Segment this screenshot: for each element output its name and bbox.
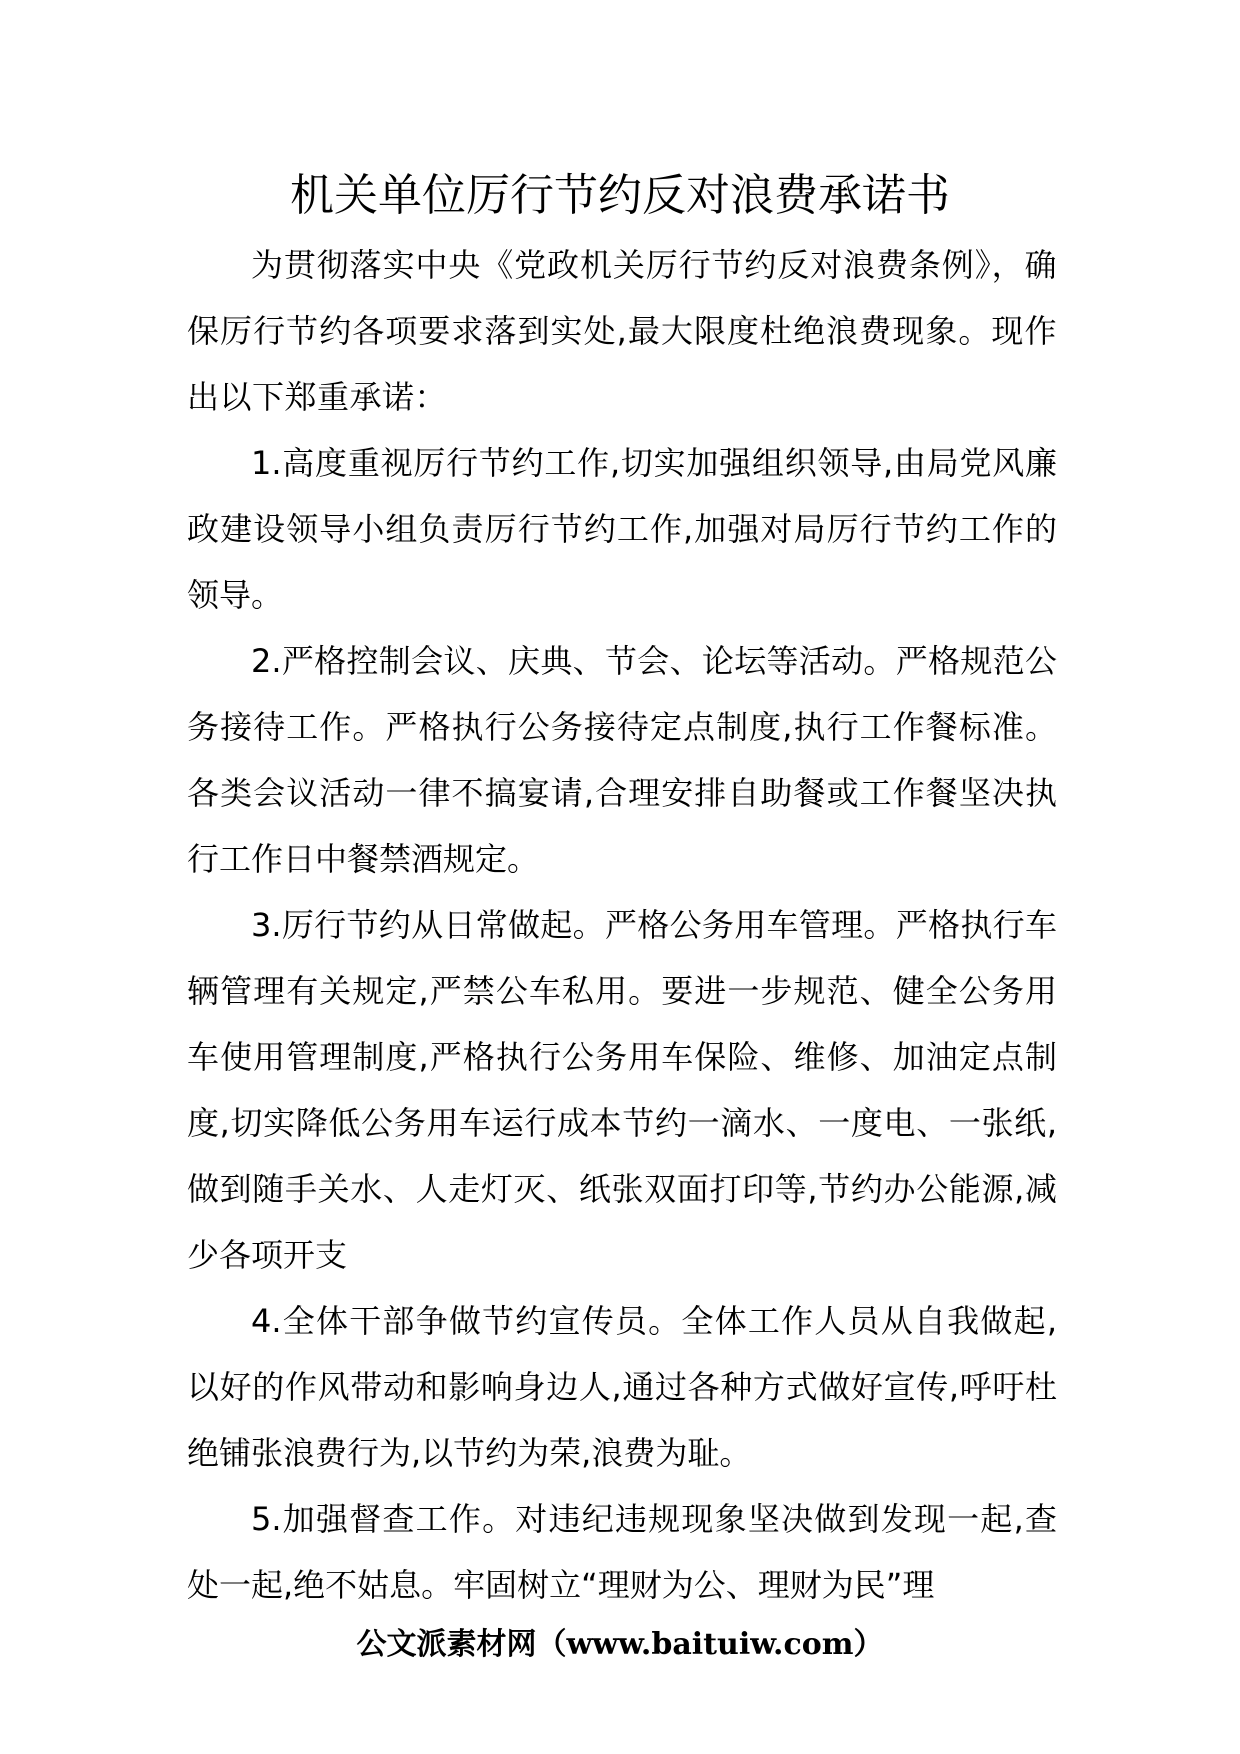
paragraph-item-1: 1.高度重视厉行节约工作,切实加强组织领导,由局党风廉政建设领导小组负责厉行节约工作,加强对局厉行节约工作的领导。 <box>187 444 1057 614</box>
paragraph-item-2: 2.严格控制会议、庆典、节会、论坛等活动。严格规范公务接待工作。严格执行公务接待定点制度,执行工作餐标准。各类会议活动一律不搞宴请,合理安排自助餐或工作餐坚决执行工作日中餐禁酒规定。 <box>187 642 1057 878</box>
paragraph-item-5: 5.加强督查工作。对违纪违规现象坚决做到发现一起,查处一起,绝不姑息。牢固树立“理财为公、理财为民”理 <box>187 1500 1057 1604</box>
document-body <box>187 232 1057 1618</box>
paragraph-item-3: 3.厉行节约从日常做起。严格公务用车管理。严格执行车辆管理有关规定,严禁公车私用。要进一步规范、健全公务用车使用管理制度,严格执行公务用车保险、维修、加油定点制度,切实降低公务用车运行成本节约一滴水、一度电、一张纸,做到随手关水、人走灯灭、纸张双面打印等,节约办公能源,减少各项开支 <box>187 906 1057 1274</box>
footer-watermark: 公文派素材网（www.baituiw.com） <box>356 1627 884 1662</box>
paragraph-intro: 为贯彻落实中央《党政机关厉行节约反对浪费条例》，确保厉行节约各项要求落到实处,最大限度杜绝浪费现象。现作出以下郑重承诺： <box>187 246 1057 416</box>
paragraph-item-4: 4.全体干部争做节约宣传员。全体工作人员从自我做起,以好的作风带动和影响身边人,通过各种方式做好宣传,呼吁杜绝铺张浪费行为,以节约为荣,浪费为耻。 <box>187 1302 1057 1472</box>
document-title: 机关单位厉行节约反对浪费承诺书 <box>290 170 950 221</box>
